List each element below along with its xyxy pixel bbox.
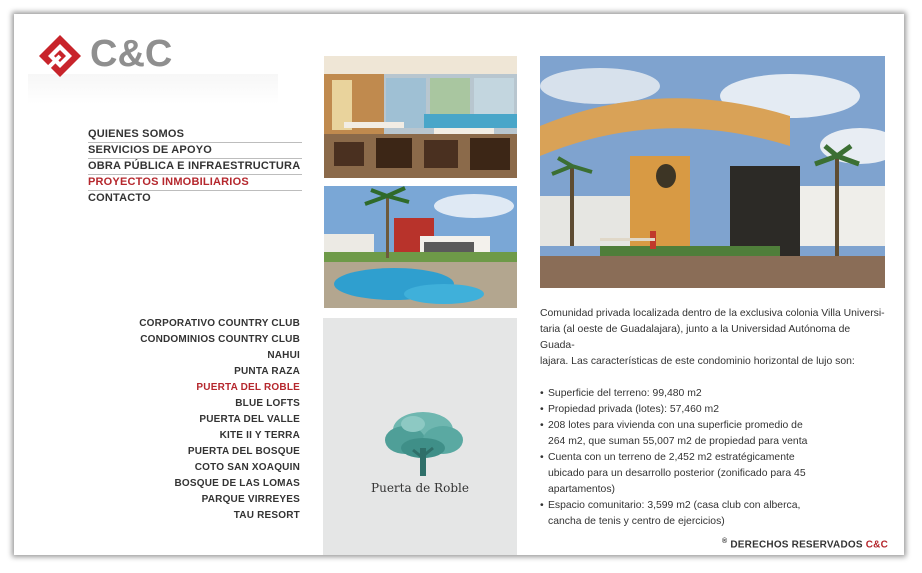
feature-line: • 208 lotes para vivienda con una superficie promedio de [548, 420, 803, 431]
feature-line: ubicado para un desarrollo posterior (zonificado para 45 [548, 468, 806, 479]
feature-item [540, 418, 885, 450]
project-description [540, 306, 885, 530]
description-line: taria (al oeste de Guadalajara), junto a la Universidad Autónoma de Guada- [540, 324, 851, 351]
main-nav [88, 127, 302, 206]
main-nav-item[interactable]: CONTACTO [88, 192, 151, 204]
feature-line: • Superficie del terreno: 99,480 m2 [548, 388, 702, 399]
project-nav-item[interactable]: PUERTA DEL BOSQUE [187, 446, 300, 457]
feature-line: • Propiedad privada (lotes): 57,460 m2 [548, 404, 719, 415]
clubhouse-interior-photo [324, 56, 517, 178]
main-nav-item[interactable]: QUIENES SOMOS [88, 127, 302, 143]
feature-line: cancha de tenis y centro de ejercicios) [548, 516, 725, 527]
feature-item [540, 386, 885, 402]
project-nav-item[interactable]: BOSQUE DE LAS LOMAS [174, 478, 300, 489]
project-nav-item[interactable]: PUERTA DEL ROBLE [196, 382, 300, 393]
description-line: lajara. Las características de este condominio horizontal de lujo son: [540, 356, 855, 367]
main-nav-item[interactable]: OBRA PÚBLICA E INFRAESTRUCTURA [88, 159, 302, 175]
brand-logo[interactable] [38, 32, 198, 80]
description-line: Comunidad privada localizada dentro de la exclusiva colonia Villa Universi- [540, 308, 885, 319]
project-logo-panel [323, 318, 517, 555]
project-nav-item[interactable]: BLUE LOFTS [235, 398, 300, 409]
brand-wordmark: C&C [90, 33, 173, 75]
copyright-text: DERECHOS RESERVADOS [730, 539, 863, 551]
project-nav-item[interactable]: CORPORATIVO COUNTRY CLUB [139, 318, 300, 329]
page-frame [14, 14, 904, 555]
registered-symbol: ® [722, 538, 728, 545]
diamond-logo-icon [38, 34, 82, 78]
description-intro [540, 306, 885, 370]
project-nav-item[interactable]: CONDOMINIOS COUNTRY CLUB [140, 334, 300, 345]
features-list [540, 386, 885, 530]
feature-item [540, 498, 885, 530]
feature-item [540, 402, 885, 418]
feature-line: • Espacio comunitario: 3,599 m2 (casa club con alberca, [548, 500, 801, 511]
project-nav-item[interactable]: KITE II Y TERRA [219, 430, 300, 441]
main-nav-item[interactable]: PROYECTOS INMOBILIARIOS [88, 175, 302, 191]
footer-brand: C&C [865, 539, 888, 551]
project-nav-item[interactable]: PUERTA DEL VALLE [199, 414, 300, 425]
project-nav-item[interactable]: PUNTA RAZA [234, 366, 300, 377]
copyright-footer [722, 538, 888, 550]
project-nav-item[interactable]: PARQUE VIRREYES [201, 494, 300, 505]
projects-nav [124, 316, 300, 524]
feature-line: • Cuenta con un terreno de 2,452 m2 estratégicamente [548, 452, 795, 463]
pool-photo [324, 186, 517, 308]
feature-item [540, 450, 885, 498]
tree-icon [381, 408, 465, 478]
feature-line: 264 m2, que suman 55,007 m2 de propiedad para venta [548, 436, 808, 447]
project-nav-item[interactable]: NAHUI [267, 350, 300, 361]
project-logo-label: Puerta de Roble [371, 481, 469, 495]
feature-line: apartamentos) [548, 484, 615, 495]
project-nav-item[interactable]: COTO SAN XOAQUIN [194, 462, 300, 473]
main-nav-item[interactable]: SERVICIOS DE APOYO [88, 143, 302, 159]
project-nav-item[interactable]: TAU RESORT [233, 510, 300, 521]
entrance-gate-photo [540, 56, 885, 288]
